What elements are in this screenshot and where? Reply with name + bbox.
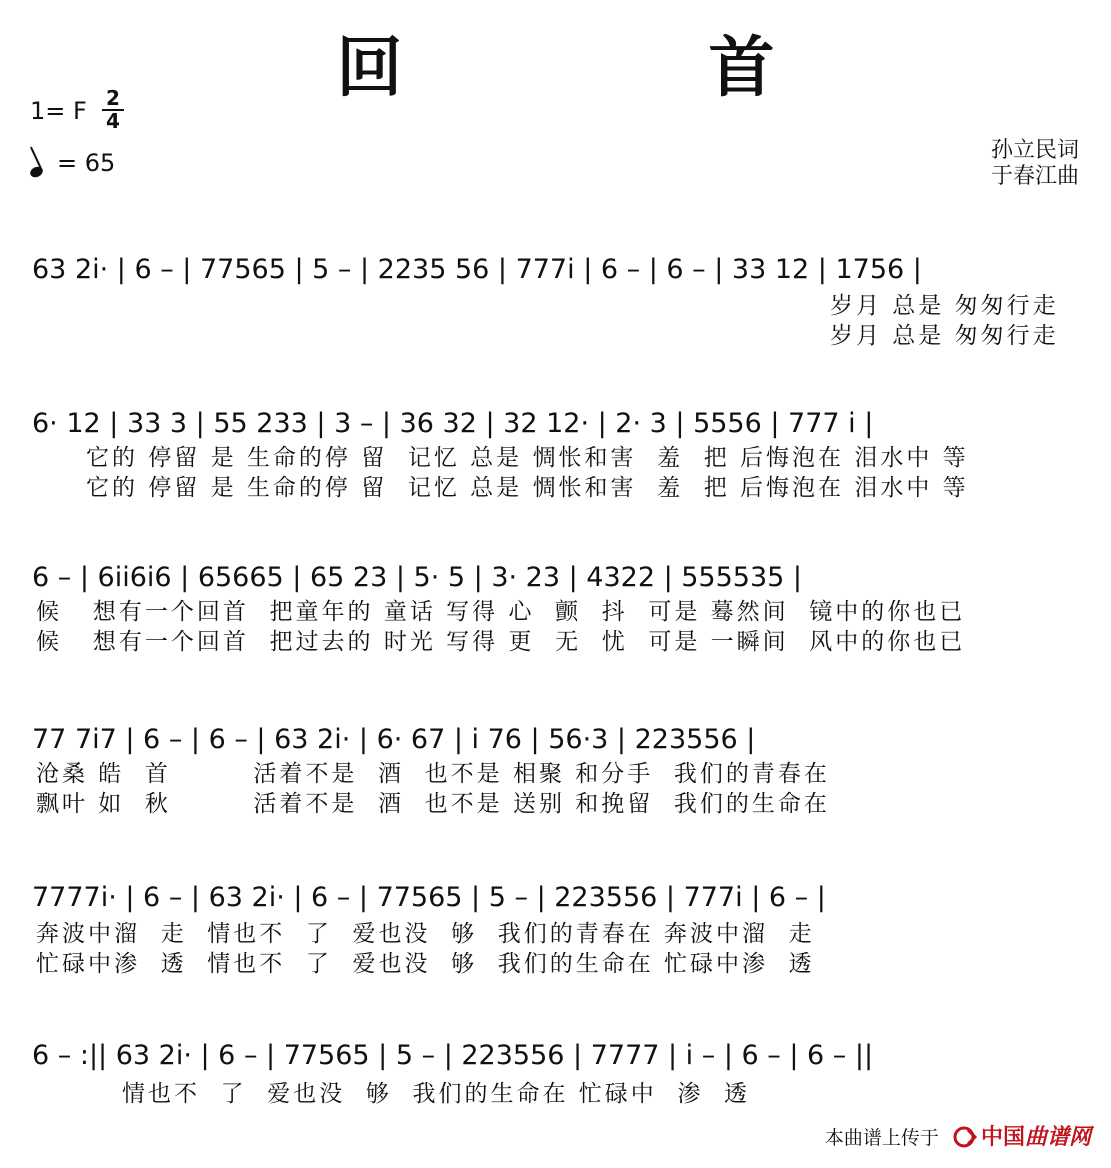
notation-line: 6· 12 | 33 3 | 55 233 | 3 – | 36 32 | 32 12· | 2· 3 | 5556 | 777 i |	[32, 408, 874, 439]
tempo-marking	[30, 148, 115, 178]
song-title: 回 首	[336, 29, 895, 106]
lyric-verse-1: 它的 停留 是 生命的停 留 记忆 总是 惆怅和害 羞 把 后悔泡在 泪水中 等	[86, 445, 969, 471]
lyric-verse-1: 岁月 总是 匆匆行走	[830, 293, 1059, 319]
notation-line: 63 2i· | 6 – | 77565 | 5 – | 2235 56 | 777i | 6 – | 6 – | 33 12 | 1756 |	[32, 254, 922, 285]
site-logo-icon	[953, 1126, 977, 1148]
quarter-note-icon	[28, 165, 44, 180]
time-signature-numerator: 2	[102, 88, 124, 111]
site-brand-part-2: 曲谱网	[1024, 1125, 1091, 1150]
lyric-verse-2: 它的 停留 是 生命的停 留 记忆 总是 惆怅和害 羞 把 后悔泡在 泪水中 等	[86, 475, 969, 501]
site-brand-part-1: 中国	[980, 1125, 1025, 1150]
credits	[991, 138, 1079, 190]
lyric-verse-2: 候 想有一个回首 把过去的 时光 写得 更 无 忧 可是 一瞬间 风中的你也已	[36, 629, 966, 655]
notation-line: 6 – | 6ii6i6 | 65665 | 65 23 | 5· 5 | 3· 23 | 4322 | 555535 |	[32, 562, 803, 593]
time-signature-denominator: 4	[106, 109, 120, 133]
source-footer	[825, 1122, 1091, 1154]
notation-line: 7777i· | 6 – | 63 2i· | 6 – | 77565 | 5 – | 223556 | 777i | 6 – |	[32, 882, 826, 913]
composer: 于春江曲	[990, 164, 1079, 189]
lyric-verse-2: 忙碌中渗 透 情也不 了 爱也没 够 我们的生命在 忙碌中渗 透	[36, 951, 815, 977]
lyric-verse-1: 情也不 了 爱也没 够 我们的生命在 忙碌中 渗 透	[122, 1081, 751, 1107]
lyric-verse-1: 候 想有一个回首 把童年的 童话 写得 心 颤 抖 可是 蓦然间 镜中的你也已	[36, 599, 966, 625]
lyric-verse-1: 沧桑 皓 首 活着不是 酒 也不是 相聚 和分手 我们的青春在	[36, 761, 830, 787]
lyric-verse-2: 飘叶 如 秋 活着不是 酒 也不是 送别 和挽留 我们的生命在	[36, 791, 830, 817]
key-signature: 1= F	[30, 97, 87, 125]
lyricist: 孙立民词	[990, 138, 1079, 163]
lyric-verse-1: 奔波中溜 走 情也不 了 爱也没 够 我们的青春在 奔波中溜 走	[36, 921, 815, 947]
lyric-verse-2: 岁月 总是 匆匆行走	[830, 323, 1059, 349]
time-signature	[102, 88, 124, 131]
footer-text: 本曲谱上传于	[824, 1127, 939, 1149]
tempo-value: = 65	[57, 149, 116, 177]
notation-line: 77 7i7 | 6 – | 6 – | 63 2i· | 6· 67 | i 76 | 56·3 | 223556 |	[32, 724, 756, 755]
notation-line: 6 – :|| 63 2i· | 6 – | 77565 | 5 – | 223556 | 7777 | i – | 6 – | 6 – ||	[32, 1040, 874, 1071]
